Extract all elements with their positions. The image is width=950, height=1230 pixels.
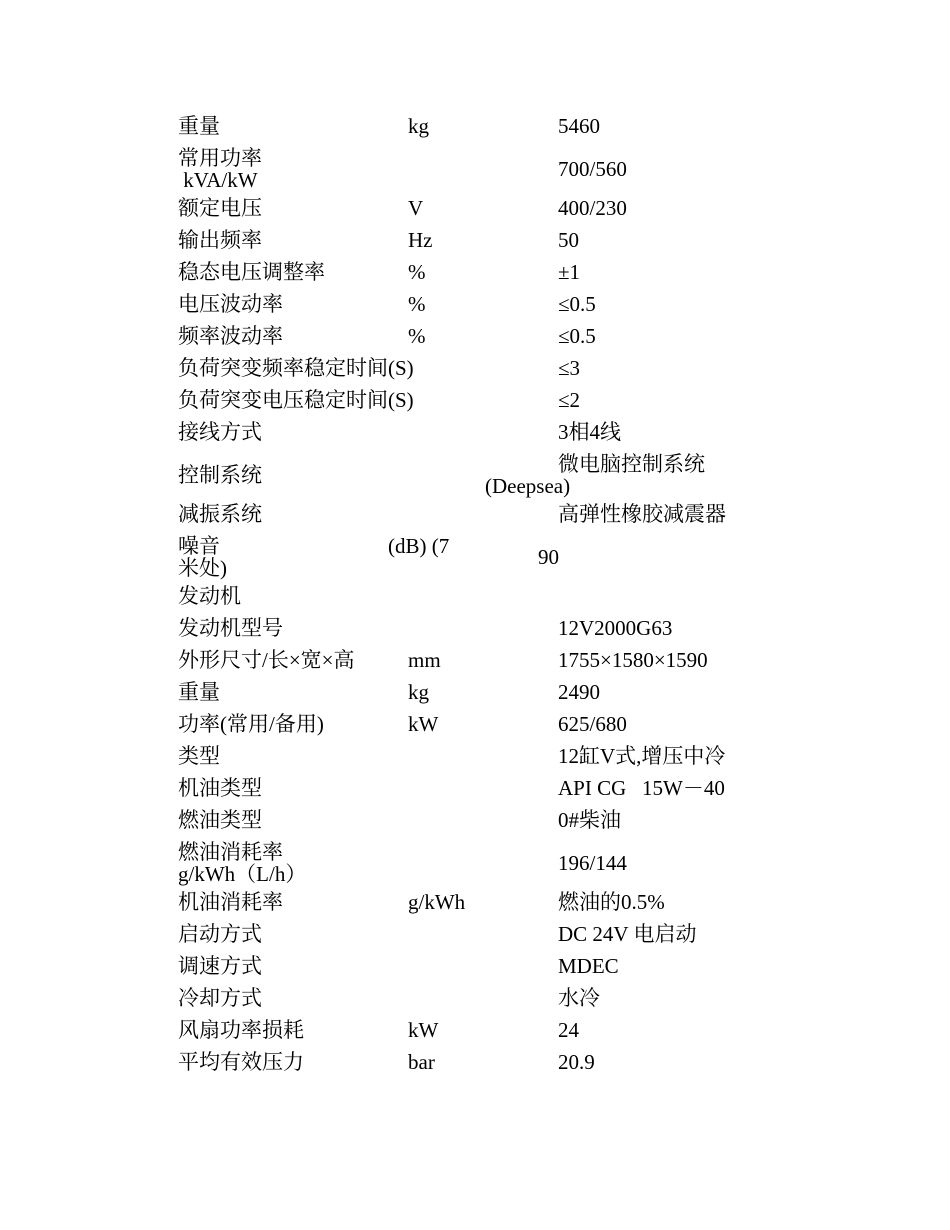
param-value-line: ±1	[558, 260, 581, 284]
spec-row-prime-power	[178, 147, 920, 191]
param-value-oil-consumption	[558, 891, 920, 913]
param-name-fan-power-loss	[178, 1019, 408, 1041]
param-name-line: 平均有效压力	[178, 1050, 304, 1074]
param-name-line: 噪音	[178, 534, 220, 558]
param-name-voltage-fluctuation	[178, 293, 408, 315]
spec-row-engine-type	[178, 745, 920, 767]
param-unit-text: g/kWh	[408, 890, 466, 914]
param-name-line: 调速方式	[178, 954, 262, 978]
param-value-line: 水冷	[558, 986, 600, 1010]
param-value-line: 1755×1580×1590	[558, 648, 708, 672]
spec-row-output-frequency	[178, 229, 920, 251]
param-value-steady-voltage-regulation	[558, 261, 920, 283]
param-name-engine-section	[178, 585, 408, 607]
param-value-fuel-consumption	[558, 852, 920, 874]
param-name-line: 负荷突变频率稳定时间(S)	[178, 356, 414, 380]
param-name-line: 重量	[178, 114, 220, 138]
param-name-mean-effective-pressure	[178, 1051, 408, 1073]
param-unit-text: %	[408, 324, 426, 348]
param-unit-text: %	[408, 260, 426, 284]
spec-row-starting-method	[178, 923, 920, 945]
param-name-line: 燃油类型	[178, 808, 262, 832]
param-name-oil-consumption	[178, 891, 408, 913]
spec-row-rated-voltage	[178, 197, 920, 219]
param-value-line: MDEC	[558, 954, 619, 978]
param-value-prime-power	[558, 158, 920, 180]
param-name-cooling-method	[178, 987, 408, 1009]
param-unit-mean-effective-pressure	[408, 1051, 558, 1073]
spec-row-voltage-fluctuation	[178, 293, 920, 315]
param-name-line: 外形尺寸/长×宽×高	[178, 648, 355, 672]
param-value-line: 燃油的0.5%	[558, 890, 665, 914]
param-value-damping-system	[558, 503, 920, 525]
param-name-oil-type	[178, 777, 408, 799]
param-value-line: ≤0.5	[558, 292, 596, 316]
param-name-steady-voltage-regulation	[178, 261, 408, 283]
param-name-line: 电压波动率	[178, 292, 283, 316]
spec-row-steady-voltage-regulation	[178, 261, 920, 283]
param-unit-text: kW	[408, 1018, 439, 1042]
param-name-engine-model	[178, 617, 408, 639]
param-value-cooling-method	[558, 987, 920, 1009]
param-name-line: 频率波动率	[178, 324, 283, 348]
param-name-line: 米处)	[178, 556, 227, 580]
spec-row-control-system	[178, 453, 920, 497]
param-name-line: 控制系统	[178, 463, 262, 487]
param-unit-text: mm	[408, 648, 441, 672]
param-value-wiring-mode	[558, 421, 920, 443]
spec-row-dimensions	[178, 649, 920, 671]
param-name-line: 机油类型	[178, 776, 262, 800]
param-value-engine-model	[558, 617, 920, 639]
param-name-line: 燃油消耗率	[178, 840, 283, 864]
param-value-line: 高弹性橡胶减震器	[558, 502, 726, 526]
param-name-line: 机油消耗率	[178, 890, 283, 914]
spec-row-wiring-mode	[178, 421, 920, 443]
param-name-dimensions	[178, 649, 408, 671]
param-value-starting-method	[558, 923, 920, 945]
param-name-line: 冷却方式	[178, 986, 262, 1010]
param-unit-steady-voltage-regulation	[408, 261, 558, 283]
param-name-speed-governing	[178, 955, 408, 977]
spec-row-weight-engine	[178, 681, 920, 703]
param-name-line: 发动机	[178, 584, 241, 608]
param-name-frequency-fluctuation	[178, 325, 408, 347]
param-value-line: ≤2	[558, 388, 581, 412]
param-name-damping-system	[178, 503, 408, 525]
spec-row-speed-governing	[178, 955, 920, 977]
param-unit-power-prime-standby	[408, 713, 558, 735]
param-name-fuel-type	[178, 809, 408, 831]
param-name-line: 功率(常用/备用)	[178, 712, 324, 736]
param-unit-fan-power-loss	[408, 1019, 558, 1041]
param-name-line: 减振系统	[178, 502, 262, 526]
param-name-line: 稳态电压调整率	[178, 260, 325, 284]
param-name-line: 重量	[178, 680, 220, 704]
spec-row-voltage-recovery-time	[178, 389, 920, 411]
param-name-line: 接线方式	[178, 420, 262, 444]
param-name-voltage-recovery-time	[178, 388, 414, 412]
param-unit-text: kW	[408, 712, 439, 736]
spec-row-freq-recovery-time	[178, 357, 920, 379]
param-value-line: ≤0.5	[558, 324, 596, 348]
param-name-line: 常用功率	[178, 146, 262, 170]
param-unit-weight-engine	[408, 681, 558, 703]
param-value-line: 20.9	[558, 1050, 595, 1074]
param-value-line: 625/680	[558, 712, 627, 736]
param-name-starting-method	[178, 923, 408, 945]
param-value-line: 2490	[558, 680, 600, 704]
param-name-prime-power	[178, 147, 408, 191]
spec-row-fan-power-loss	[178, 1019, 920, 1041]
param-value-engine-type	[558, 745, 920, 767]
param-name-line: 发动机型号	[178, 616, 283, 640]
param-value-line: ≤3	[558, 356, 581, 380]
param-name-line: 输出频率	[178, 228, 262, 252]
param-value-line: 24	[558, 1018, 579, 1042]
param-value-weight-engine	[558, 681, 920, 703]
param-unit-text: kg	[408, 114, 429, 138]
param-value-weight-genset	[558, 115, 920, 137]
param-value-line: 90	[538, 545, 559, 569]
param-unit-voltage-fluctuation	[408, 293, 558, 315]
param-value-line: 微电脑控制系统	[558, 452, 705, 476]
param-value-noise	[538, 546, 920, 568]
param-value-freq-recovery-time	[558, 357, 920, 379]
param-unit-oil-consumption	[408, 891, 558, 913]
spec-row-oil-consumption	[178, 891, 920, 913]
param-value-line: DC 24V 电启动	[558, 922, 697, 946]
spec-row-engine-model	[178, 617, 920, 639]
param-value-output-frequency	[558, 229, 920, 251]
param-value-line: (Deepsea)	[485, 474, 571, 498]
param-value-speed-governing	[558, 955, 920, 977]
param-name-power-prime-standby	[178, 713, 408, 735]
param-unit-noise	[388, 535, 538, 557]
param-unit-text: kg	[408, 680, 429, 704]
param-name-line: 类型	[178, 744, 220, 768]
param-name-weight-engine	[178, 681, 408, 703]
param-value-fan-power-loss	[558, 1019, 920, 1041]
param-value-line: API CG 15W－40	[558, 776, 725, 800]
spec-row-frequency-fluctuation	[178, 325, 920, 347]
param-value-power-prime-standby	[558, 713, 920, 735]
spec-row-weight-genset	[178, 115, 920, 137]
param-value-voltage-recovery-time	[558, 389, 920, 411]
param-name-line: 额定电压	[178, 196, 262, 220]
param-value-line: 12V2000G63	[558, 616, 673, 640]
param-value-line: 700/560	[558, 157, 627, 181]
param-value-oil-type	[558, 777, 920, 799]
param-value-line: 3相4线	[558, 420, 621, 444]
param-value-frequency-fluctuation	[558, 325, 920, 347]
param-unit-output-frequency	[408, 229, 558, 251]
param-value-voltage-fluctuation	[558, 293, 920, 315]
param-name-line: 风扇功率损耗	[178, 1018, 304, 1042]
param-name-engine-type	[178, 745, 408, 767]
spec-row-power-prime-standby	[178, 713, 920, 735]
param-name-wiring-mode	[178, 421, 408, 443]
param-name-line: g/kWh（L/h）	[178, 862, 307, 886]
param-unit-weight-genset	[408, 115, 558, 137]
spec-row-fuel-type	[178, 809, 920, 831]
param-value-rated-voltage	[558, 197, 920, 219]
param-value-mean-effective-pressure	[558, 1051, 920, 1073]
spec-row-fuel-consumption	[178, 841, 920, 885]
param-unit-frequency-fluctuation	[408, 325, 558, 347]
param-name-line: 启动方式	[178, 922, 262, 946]
param-value-line: 196/144	[558, 851, 627, 875]
param-name-fuel-consumption	[178, 841, 408, 885]
param-value-control-system	[485, 452, 920, 498]
param-value-dimensions	[558, 649, 920, 671]
param-value-line: 12缸V式,增压中冷	[558, 744, 726, 768]
param-unit-text: Hz	[408, 228, 433, 252]
param-name-control-system	[178, 464, 408, 486]
param-value-fuel-type	[558, 809, 920, 831]
param-value-line: 0#柴油	[558, 808, 621, 832]
param-name-rated-voltage	[178, 197, 408, 219]
param-unit-text: (dB) (7	[388, 534, 450, 558]
param-unit-dimensions	[408, 649, 558, 671]
param-name-freq-recovery-time	[178, 356, 414, 380]
spec-row-engine-section	[178, 585, 920, 607]
param-name-line: 负荷突变电压稳定时间(S)	[178, 388, 414, 412]
param-name-line: kVA/kW	[178, 168, 258, 192]
spec-row-mean-effective-pressure	[178, 1051, 920, 1073]
spec-row-cooling-method	[178, 987, 920, 1009]
param-unit-text: bar	[408, 1050, 435, 1074]
param-name-output-frequency	[178, 229, 408, 251]
param-value-line: 400/230	[558, 196, 627, 220]
param-unit-rated-voltage	[408, 197, 558, 219]
param-unit-text: %	[408, 292, 426, 316]
spec-row-oil-type	[178, 777, 920, 799]
param-unit-text: V	[408, 196, 424, 220]
spec-row-damping-system	[178, 503, 920, 525]
spec-row-noise	[178, 535, 920, 579]
param-value-line: 50	[558, 228, 579, 252]
param-value-line: 5460	[558, 114, 600, 138]
param-name-noise	[178, 535, 408, 579]
param-name-weight-genset	[178, 115, 408, 137]
